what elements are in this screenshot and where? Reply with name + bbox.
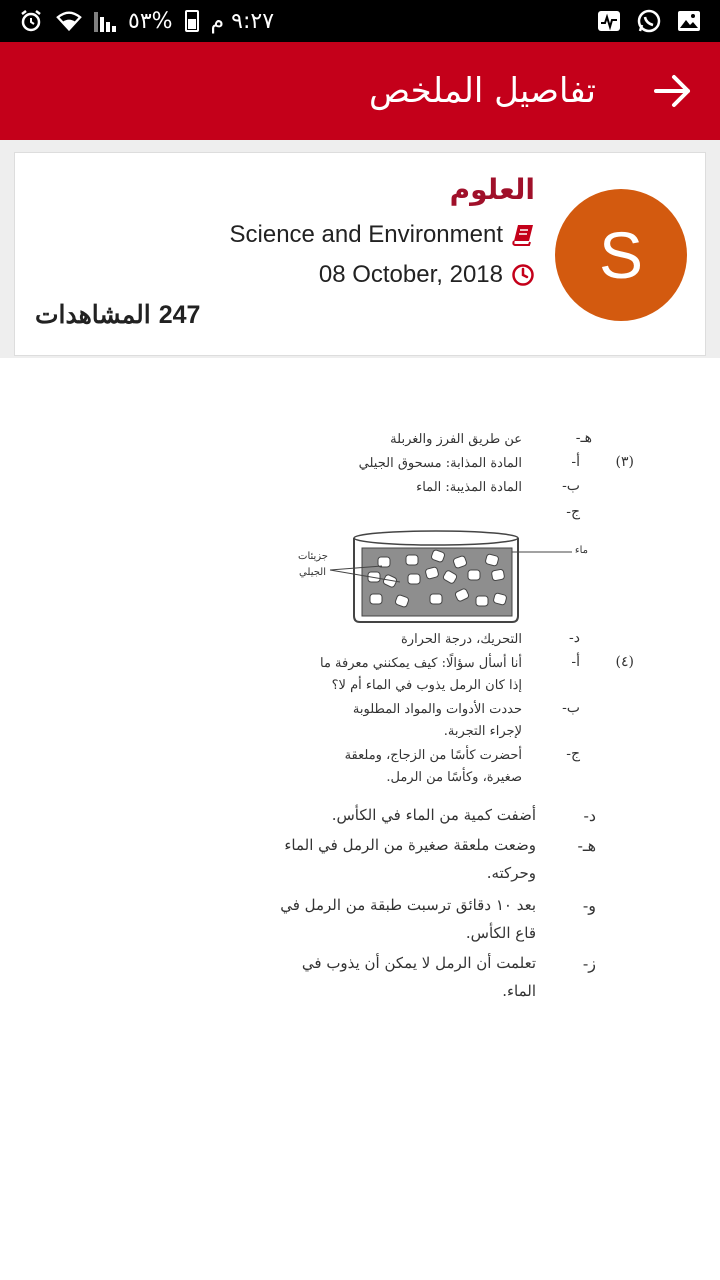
doc-marker: و- [582, 896, 596, 915]
date-row [35, 255, 535, 295]
clock-icon [511, 263, 535, 287]
doc-line: تعلمت أن الرمل لا يمكن أن يذوب في [301, 954, 536, 972]
doc-line: أضفت كمية من الماء في الكأس. [331, 806, 536, 824]
doc-marker: أ- [571, 454, 580, 470]
activity-icon [596, 8, 622, 34]
doc-line: الماء. [502, 982, 536, 1000]
doc-line: أنا أسأل سؤالًا: كيف يمكنني معرفة ما [320, 656, 522, 671]
doc-marker: ز- [582, 954, 596, 973]
doc-marker: د- [569, 630, 580, 646]
subject-title: العلوم [449, 173, 535, 206]
course-row [35, 215, 535, 255]
image-icon [676, 8, 702, 34]
doc-marker: ج- [566, 746, 580, 762]
doc-number: (٤) [615, 654, 634, 670]
doc-marker: ب- [562, 700, 580, 716]
summary-info [35, 173, 535, 335]
status-left [18, 8, 274, 34]
summary-card-wrapper [0, 140, 720, 358]
diagram-label-particles: جزيئات [298, 551, 328, 562]
doc-marker: د- [583, 806, 596, 825]
signal-icon [94, 10, 116, 32]
summary-document [0, 358, 720, 1280]
doc-line: إذا كان الرمل يذوب في الماء أم لا؟ [331, 678, 522, 693]
doc-line: حددت الأدوات والمواد المطلوبة [352, 702, 522, 717]
doc-marker: ج- [566, 504, 580, 520]
views-count: 247 [158, 300, 201, 329]
doc-line: عن طريق الفرز والغربلة [390, 432, 522, 447]
course-name: Science and Environment [229, 221, 503, 248]
doc-marker: أ- [571, 654, 580, 670]
back-button[interactable] [648, 67, 696, 115]
doc-line: أحضرت كأسًا من الزجاج، وملعقة [344, 748, 522, 763]
doc-marker: هـ- [577, 836, 596, 855]
doc-line: قاع الكأس. [465, 924, 536, 942]
views-row [35, 295, 535, 335]
diagram-label-particles: الجيلي [299, 567, 326, 578]
battery-icon [185, 10, 199, 32]
doc-marker: ب- [562, 478, 580, 494]
whatsapp-icon [636, 8, 662, 34]
battery-percent: %٥٣ [128, 8, 173, 34]
doc-line: صغيرة، وكأسًا من الرمل. [386, 770, 522, 785]
summary-card [14, 152, 706, 356]
beaker-diagram [290, 524, 590, 634]
wifi-icon [56, 8, 82, 34]
arrow-back-icon [652, 71, 692, 111]
doc-line: المادة المذيبة: الماء [416, 480, 522, 495]
alarm-icon [18, 8, 44, 34]
doc-line: لإجراء التجربة. [443, 724, 522, 739]
doc-line: المادة المذابة: مسحوق الجيلي [358, 456, 522, 471]
page-title: تفاصيل الملخص [368, 71, 596, 111]
doc-line: وضعت ملعقة صغيرة من الرمل في الماء [284, 836, 536, 854]
views-label: المشاهدات [35, 301, 151, 329]
diagram-label-water: ماء [574, 545, 588, 556]
doc-line: وحركته. [486, 864, 536, 882]
doc-marker: هـ- [575, 430, 592, 446]
status-notifications [596, 8, 702, 34]
doc-line: التحريك، درجة الحرارة [400, 632, 522, 647]
doc-number: (٣) [615, 454, 634, 470]
avatar: S [555, 189, 687, 321]
date-text: 08 October, 2018 [318, 261, 503, 288]
book-icon [511, 223, 535, 247]
status-time: ٩:٢٧ م [210, 8, 275, 34]
app-bar [0, 42, 720, 140]
doc-line: بعد ١٠ دقائق ترسبت طبقة من الرمل في [280, 896, 536, 914]
status-bar [0, 0, 720, 42]
